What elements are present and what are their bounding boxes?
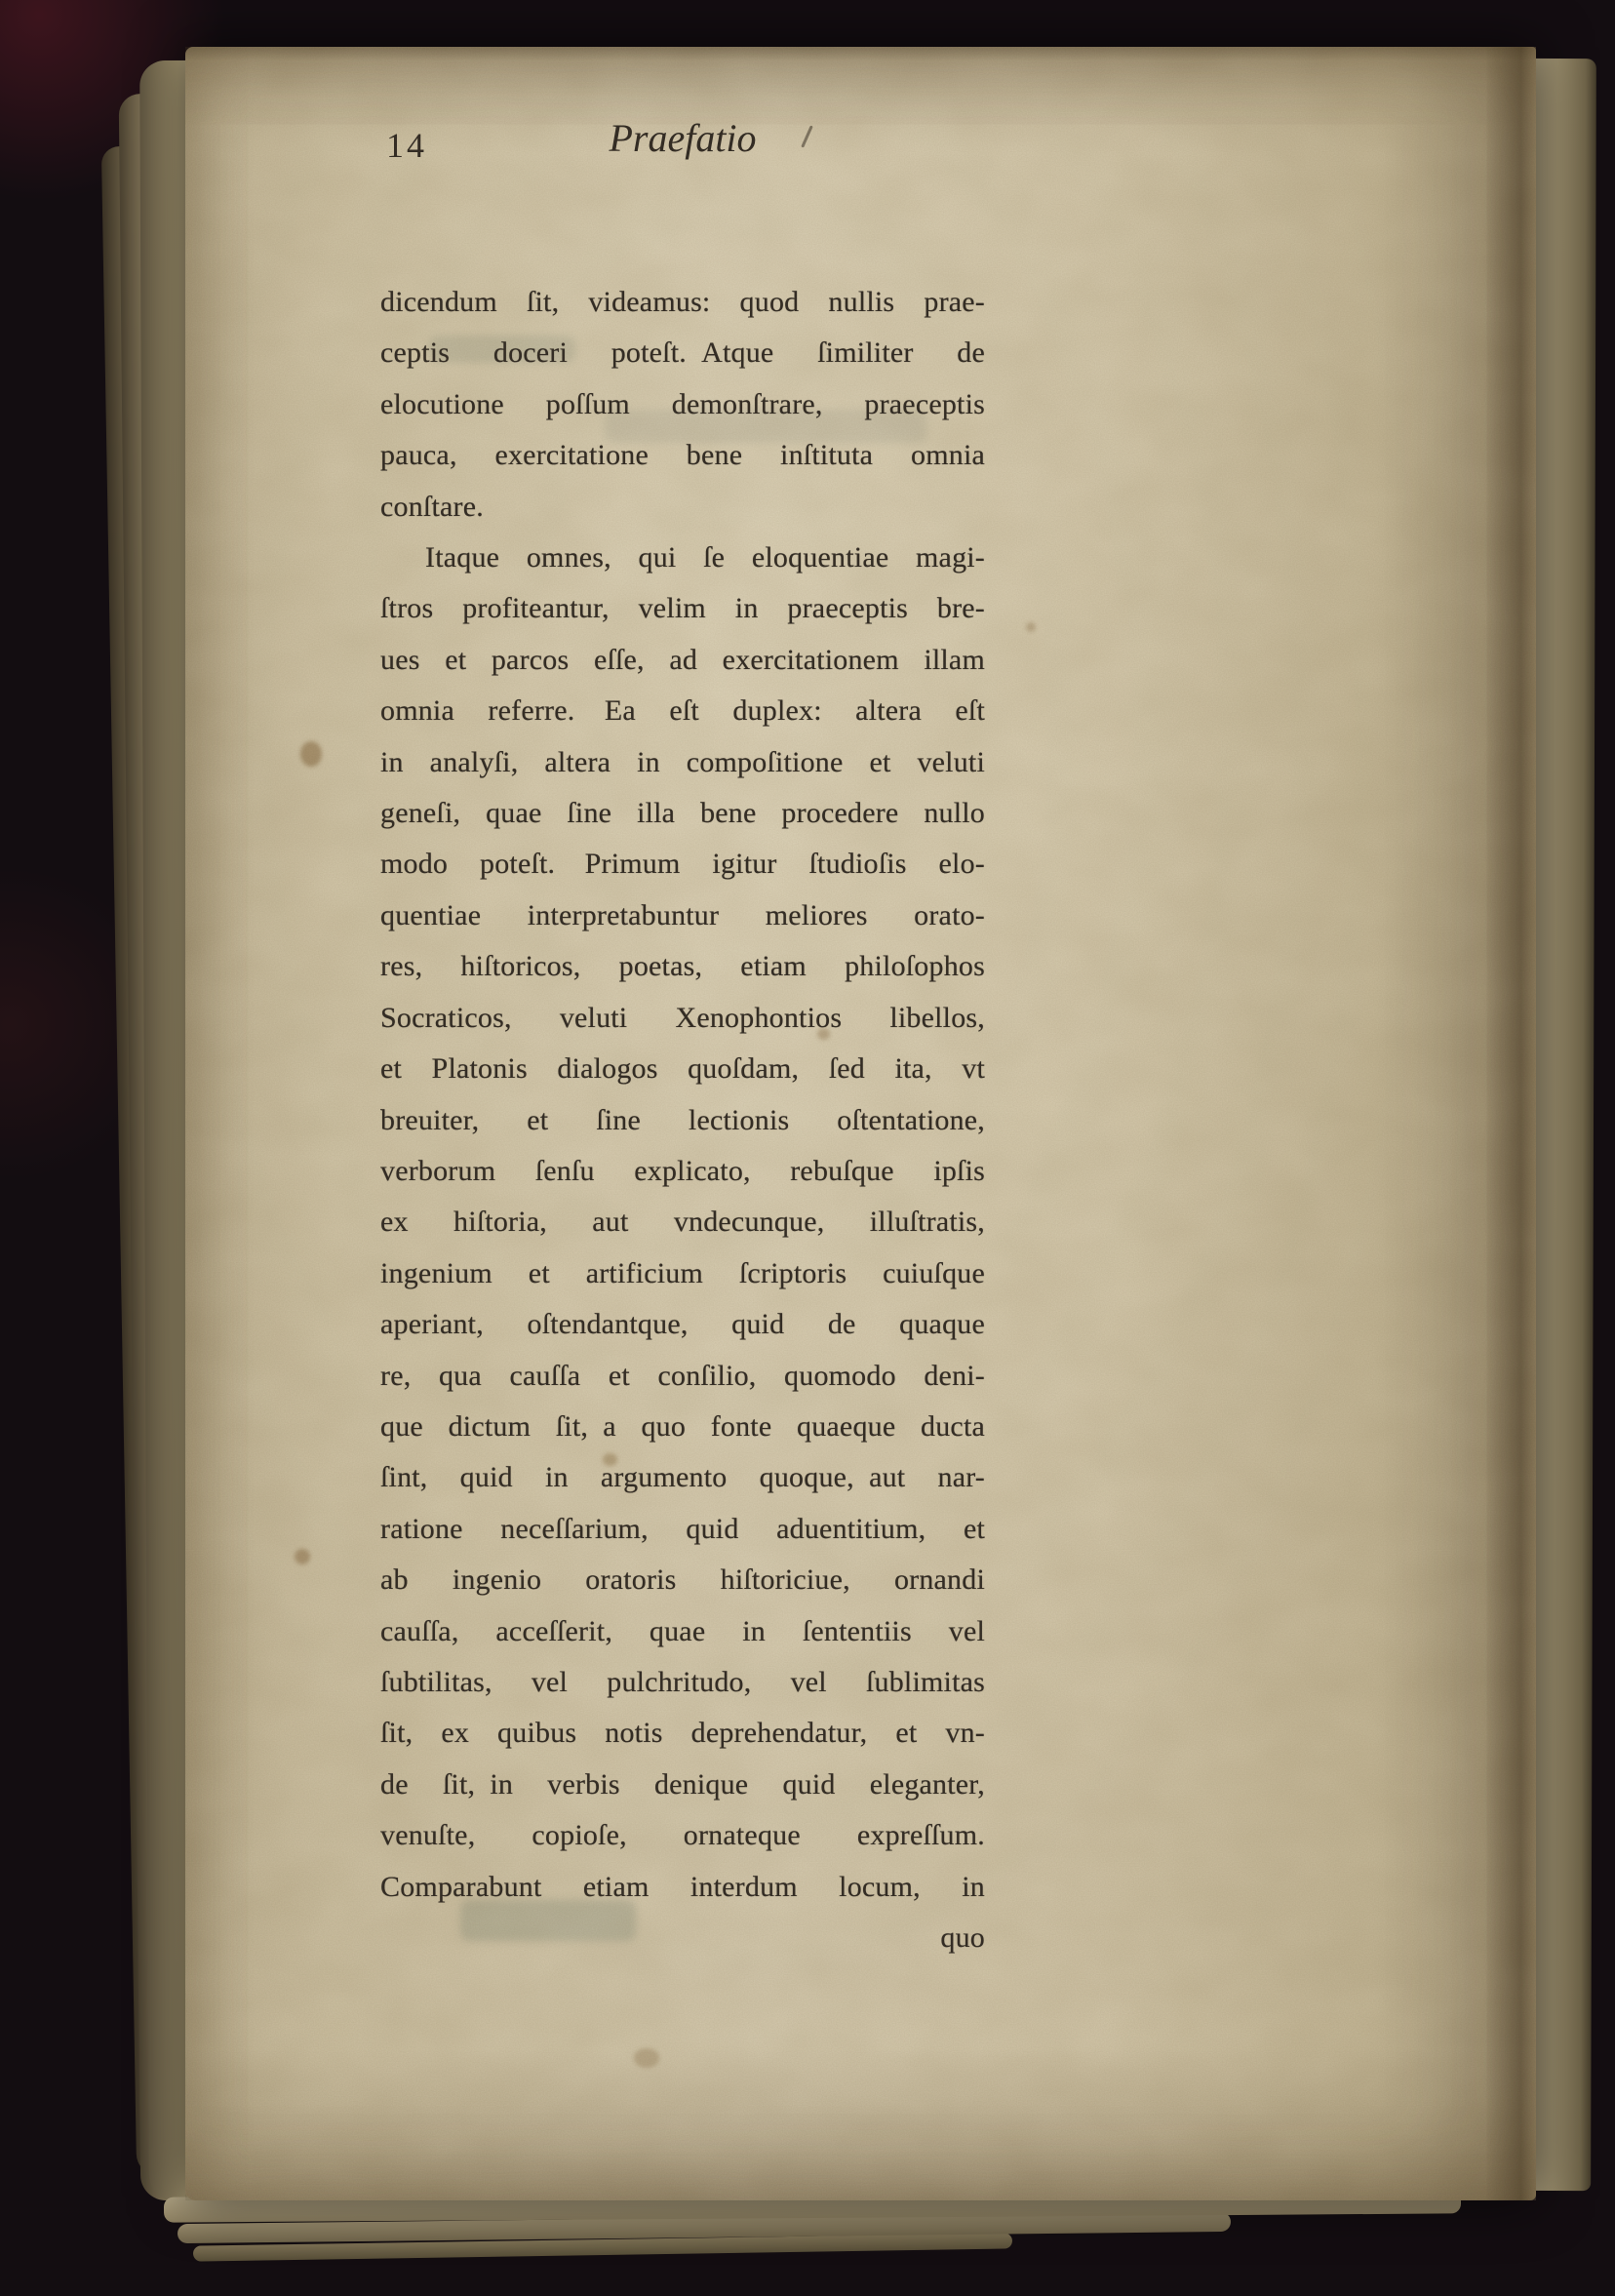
text-line-18: verborum ſenſu explicato, rebuſque ipſis (380, 1154, 985, 1187)
page-stack-left-sheet-2 (119, 94, 192, 2200)
text-block (380, 277, 985, 1963)
text-line-32: Comparabunt etiam interdum locum, in (380, 1870, 985, 1903)
text-line-15: Socraticos, veluti Xenophontios libellos, (380, 1001, 985, 1034)
running-title: Praefatio (609, 116, 757, 160)
text-line-1: dicendum ſit, videamus: quod nullis prae- (380, 286, 985, 318)
text-line-8: ues et parcos eſſe, ad exercitationem illam (380, 643, 985, 676)
text-line-23: que dictum ſit, a quo fonte quaeque ducta (380, 1409, 985, 1443)
page-stack-bottom-sheet-3 (193, 2233, 1012, 2261)
text-line-29: ſit, ex quibus notis deprehendatur, et vn- (380, 1717, 985, 1750)
text-line-11: geneſi, quae ſine illa bene procedere nullo (380, 797, 985, 830)
text-line-14: res, hiſtoricos, poetas, etiam philoſophos (380, 950, 985, 983)
text-line-2: ceptis doceri poteſt. Atque ſimiliter de (380, 336, 985, 370)
page-stack-bottom-sheet-2 (177, 2212, 1231, 2243)
scanned-page (185, 47, 1536, 2200)
text-line-25: ratione neceſſarium, quid aduentitium, et (380, 1512, 985, 1545)
text-line-10: in analyſi, altera in compoſitione et veluti (380, 745, 985, 778)
text-line-6: Itaque omnes, qui ſe eloquentiae magi- (425, 541, 985, 574)
text-line-4: pauca, exercitatione bene inſtituta omnia (380, 439, 985, 472)
body-lines (380, 277, 985, 1913)
text-line-27: cauſſa, acceſſerit, quae in ſententiis vel (380, 1614, 985, 1647)
text-line-28: ſubtilitas, vel pulchritudo, vel ſublimitas (380, 1665, 985, 1698)
text-line-21: aperiant, oſtendantque, quid de quaque (380, 1308, 985, 1341)
text-line-5: conſtare. (380, 490, 484, 523)
text-line-9: omnia referre. Ea eſt duplex: altera eſt (380, 694, 985, 728)
text-line-20: ingenium et artificium ſcriptoris cuiuſque (380, 1256, 985, 1289)
gutter-crease-shadow (1485, 47, 1536, 2200)
text-line-26: ab ingenio oratoris hiſtoriciue, ornandi (380, 1564, 985, 1597)
foxing-spot (634, 2048, 659, 2068)
catchword: quo (940, 1921, 985, 1954)
text-line-12: modo poteſt. Primum igitur ſtudioſis elo- (380, 848, 985, 881)
text-line-16: et Platonis dialogos quoſdam, ſed ita, vt (380, 1052, 985, 1086)
foxing-spot (1026, 622, 1036, 632)
text-line-24: ſint, quid in argumento quoque, aut nar- (380, 1461, 985, 1494)
text-line-7: ſtros profiteantur, velim in praeceptis bre- (380, 592, 985, 625)
foxing-spot (295, 1549, 310, 1564)
text-line-19: ex hiſtoria, aut vndecunque, illuſtratis, (380, 1206, 985, 1239)
text-line-31: venuſte, copioſe, ornateque expreſſum. (380, 1819, 985, 1852)
page-stack-left-sheet-3 (101, 146, 174, 2175)
text-line-17: breuiter, et ſine lectionis oſtentatione, (380, 1103, 985, 1136)
text-line-22: re, qua cauſſa et conſilio, quomodo deni- (380, 1359, 985, 1392)
foxing-spot (300, 741, 322, 767)
text-line-30: de ſit, in verbis denique quid eleganter, (380, 1767, 985, 1801)
top-edge-shadow (185, 47, 1536, 60)
text-line-13: quentiae interpretabuntur meliores orato- (380, 898, 985, 931)
text-line-3: elocutione poſſum demonſtrare, praeceptis (380, 387, 985, 420)
page-number: 14 (386, 126, 427, 165)
